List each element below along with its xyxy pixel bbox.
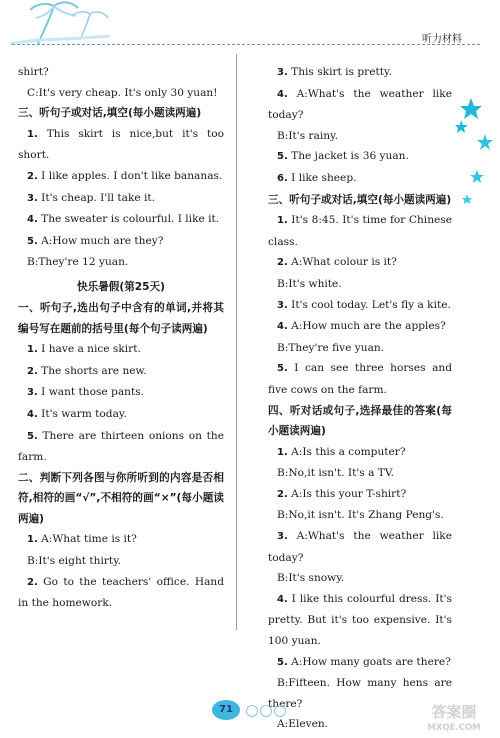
- page-header: [0, 0, 500, 50]
- item-text: The jacket is 36 yuan.: [291, 150, 409, 163]
- section-heading: 三、听句子或对话,填空(每小题读两遍): [268, 193, 452, 206]
- question-item: [18, 426, 224, 468]
- item-text: This skirt is pretty.: [291, 66, 392, 78]
- question-item: [18, 188, 224, 210]
- question-item: [268, 358, 452, 400]
- item-text: A:How much are they?: [41, 234, 164, 247]
- text-line: C:It's very cheap. It's only 30 yuan!: [27, 86, 218, 99]
- star-decoration-icon: [455, 90, 500, 220]
- item-number: 3.: [277, 531, 288, 543]
- item-number: 3.: [27, 192, 38, 204]
- item-text: It's warm today.: [41, 407, 127, 420]
- day-title: 快乐暑假(第25天): [77, 280, 165, 293]
- item-number: 5.: [27, 235, 38, 247]
- question-item: [268, 252, 452, 274]
- section-heading: 四、听对话或句子,选择最佳的答案(每小题读两遍): [268, 404, 452, 438]
- question-item: [268, 316, 452, 338]
- section-heading: 一、听句子,选出句子中含有的单词,并将其编号写在题前的括号里(每个句子读两遍): [18, 301, 224, 335]
- question-item: [18, 339, 224, 361]
- text-line: B:It's snowy.: [277, 572, 345, 585]
- section-heading: 二、判断下列各图与你所听到的内容是否相符,相符的画“√”,不相符的画“×”(每小题读两遍): [18, 471, 224, 525]
- item-text: A:Is this a computer?: [291, 445, 406, 458]
- question-item: [18, 209, 224, 231]
- item-number: 2.: [277, 488, 288, 500]
- item-text: I have a nice skirt.: [41, 343, 141, 356]
- svg-text:答案圈: 答案圈: [431, 703, 477, 721]
- question-item: [268, 652, 452, 674]
- item-text: A:What's the weather like today?: [268, 87, 452, 122]
- item-number: 5.: [277, 363, 288, 375]
- page-number: 71: [212, 700, 240, 720]
- item-text: Go to the teachers' office. Hand in the homework.: [18, 575, 224, 610]
- question-item: [268, 146, 452, 168]
- item-text: There are thirteen onions on the farm.: [18, 429, 225, 464]
- question-item: [268, 168, 452, 190]
- watermark-logo: [412, 700, 496, 734]
- left-column: [18, 62, 224, 614]
- item-text: I like this colourful dress. It's pretty. But it's too expensive. It's 100 yuan.: [268, 592, 452, 648]
- item-text: It's cool today. Let's fly a kite.: [291, 298, 451, 311]
- item-number: 1.: [27, 128, 38, 140]
- question-item: [18, 166, 224, 188]
- item-number: 4.: [277, 321, 288, 333]
- text-line: shirt?: [18, 66, 49, 78]
- question-item: [18, 231, 224, 253]
- question-item: [268, 442, 452, 464]
- item-number: 1.: [27, 344, 38, 356]
- item-number: 4.: [277, 88, 288, 100]
- item-number: 6.: [277, 172, 288, 184]
- ring-decoration-icon: [274, 705, 286, 717]
- question-item: [268, 589, 452, 652]
- item-number: 1.: [27, 534, 38, 546]
- item-text: The sweater is colourful. I like it.: [41, 213, 220, 226]
- question-item: [268, 295, 452, 317]
- item-text: This skirt is nice,but it's too short.: [18, 127, 224, 162]
- text-line: B:It's white.: [277, 277, 342, 290]
- item-number: 2.: [27, 365, 38, 377]
- text-line: A:Eleven.: [277, 718, 329, 731]
- item-text: I want those pants.: [41, 386, 145, 399]
- ring-decoration-icon: [246, 705, 258, 717]
- item-number: 2.: [27, 576, 38, 588]
- section-label: 听力材料: [422, 34, 462, 45]
- item-text: I like apples. I don't like bananas.: [41, 169, 223, 182]
- section-heading: 三、听句子或对话,填空(每小题读两遍): [18, 107, 202, 120]
- text-line: B:No,it isn't. It's Zhang Peng's.: [277, 509, 444, 522]
- item-text: A:What's the weather like today?: [268, 530, 452, 564]
- item-number: 2.: [27, 170, 38, 182]
- item-number: 5.: [27, 430, 38, 442]
- text-line: B:Fifteen. How many hens are there?: [268, 677, 452, 710]
- question-item: [268, 62, 452, 84]
- page-footer: [212, 700, 292, 722]
- text-line: B:They're five yuan.: [277, 341, 385, 354]
- right-column: [268, 62, 452, 735]
- item-text: The shorts are new.: [41, 364, 147, 377]
- question-item: [18, 361, 224, 383]
- item-number: 3.: [277, 299, 288, 311]
- question-item: [268, 210, 452, 252]
- item-text: A:How much are the apples?: [291, 320, 446, 333]
- item-number: 4.: [27, 408, 38, 420]
- item-text: A:What colour is it?: [291, 256, 397, 269]
- item-number: 3.: [277, 67, 288, 78]
- item-text: I can see three horses and five cows on the farm.: [268, 362, 452, 396]
- text-line: B:They're 12 yuan.: [27, 256, 129, 269]
- item-number: 1.: [277, 215, 288, 227]
- question-item: [18, 572, 224, 614]
- question-item: [18, 404, 224, 426]
- text-line: B:It's rainy.: [277, 129, 339, 142]
- question-item: [268, 84, 452, 126]
- item-number: 2.: [277, 257, 288, 269]
- question-item: [18, 382, 224, 404]
- question-item: [18, 124, 224, 166]
- question-item: [268, 484, 452, 506]
- item-text: I like sheep.: [291, 171, 357, 184]
- ring-decoration-icon: [260, 705, 272, 717]
- question-item: [18, 529, 224, 551]
- svg-text:MXQE.COM: MXQE.COM: [427, 723, 481, 733]
- text-line: B:It's eight thirty.: [27, 555, 122, 568]
- item-text: A:What time is it?: [41, 533, 137, 546]
- palm-tree-decoration-icon: [10, 0, 170, 48]
- item-number: 1.: [277, 446, 288, 458]
- item-text: It's cheap. I'll take it.: [41, 191, 156, 204]
- text-line: B:No,it isn't. It's a TV.: [277, 467, 395, 480]
- item-text: A:How many goats are there?: [291, 655, 451, 668]
- item-text: It's 8:45. It's time for Chinese class.: [268, 214, 452, 248]
- item-number: 4.: [27, 214, 38, 226]
- item-number: 3.: [27, 387, 38, 399]
- header-divider: [12, 44, 480, 46]
- item-text: A:Is this your T-shirt?: [291, 487, 407, 500]
- column-divider: [236, 54, 237, 630]
- item-number: 5.: [277, 151, 288, 163]
- question-item: [268, 526, 452, 568]
- item-number: 5.: [277, 656, 288, 668]
- item-number: 4.: [277, 593, 288, 605]
